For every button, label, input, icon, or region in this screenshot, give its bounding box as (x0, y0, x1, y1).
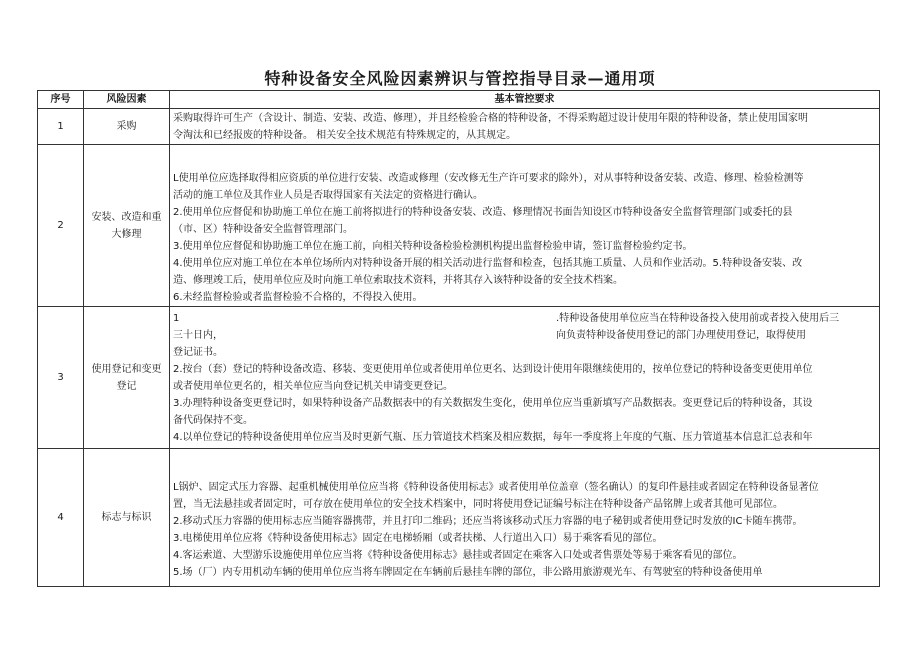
requirement-line: 4.以单位登记的特种设备使用单位应当及时更新气瓶、压力管道技术档案及相应数据，每年一季度将上年度的气瓶、压力管道基本信息汇总表和年 (173, 431, 813, 443)
header-requirements: 基本管控要求 (170, 91, 880, 109)
row-number: 4 (38, 449, 84, 587)
requirement-line: 备代码保持不变。 (173, 414, 253, 426)
page-title: 特种设备安全风险因素辨识与管控指导目录—通用项 (264, 69, 656, 88)
risk-factor: 安装、改造和重大修理 (84, 145, 170, 307)
requirements-cell (170, 307, 880, 449)
requirement-line: 5.场（厂）内专用机动车辆的使用单位应当将车牌固定在车辆前后悬挂车牌的部位，非公路用旅游观光车、有驾驶室的特种设备使用单 (173, 566, 763, 578)
requirement-line: 三十日内， (173, 329, 223, 341)
requirement-line: 登记证书。 (173, 346, 223, 358)
requirements-cell (170, 109, 880, 145)
risk-factor: 使用登记和变更登记 (84, 307, 170, 449)
requirement-line: L使用单位应选择取得相应资质的单位进行安装、改造或修理（安改修无生产许可要求的除外），对从事特种设备安装、改造、修理、检验检测等 (173, 172, 804, 184)
requirement-line: 4.使用单位应对施工单位在本单位场所内对特种设备开展的相关活动进行监督和检查，包括其施工质量、人员和作业活动。5.特种设备安装、改 (173, 257, 803, 269)
requirement-line: 置，当无法悬挂或者固定时，可存放在使用单位的安全技术档案中，同时将使用登记证编号标注在特种设备产品铭牌上或者其他可见部位。 (173, 498, 783, 510)
row-number: 1 (38, 109, 84, 145)
requirement-line: 或者使用单位更名的，相关单位应当向登记机关申请变更登记。 (173, 380, 453, 392)
requirement-line: 2.按台（套）登记的特种设备改造、移装、变更使用单位或者使用单位更名、达到设计使用年限继续使用的，按单位登记的特种设备变更使用单位 (173, 363, 813, 375)
requirement-line: 2.移动式压力容器的使用标志应当随容器携带，并且打印二维码；还应当将该移动式压力容器的电子秘钥或者使用登记时发放的IC卡随车携带。 (173, 515, 803, 527)
requirement-line: 3.电梯使用单位应将《特种设备使用标志》固定在电梯轿厢（或者扶梯、人行道出入口）易于乘客看见的部位。 (173, 532, 663, 544)
requirement-line: L锅炉、固定式压力容器、起重机械使用单位应当将《特种设备使用标志》或者使用单位盖章（签名确认）的复印件悬挂或者固定在特种设备显著位 (173, 481, 819, 493)
requirement-line: 3.使用单位应督促和协助施工单位在施工前，向相关特种设备检验检测机构提出监督检验申请，签订监督检验约定书。 (173, 240, 693, 252)
control-table (37, 90, 880, 587)
requirement-line: （市、区）特种设备安全监督管理部门。 (173, 223, 353, 235)
requirement-line: 4.客运索道、大型游乐设施使用单位应当将《特种设备使用标志》悬挂或者固定在乘客入口处或者售票处等易于乘客看见的部位。 (173, 549, 743, 561)
requirement-line: 3.办理特种设备变更登记时，如果特种设备产品数据表中的有关数据发生变化，使用单位应当重新填写产品数据表。变更登记后的特种设备，其设 (173, 397, 813, 409)
requirement-line: 6.未经监督检验或者监督检验不合格的，不得投入使用。 (173, 291, 423, 303)
table-row (38, 145, 880, 307)
requirements-cell (170, 145, 880, 307)
requirement-line: 令淘汰和已经报废的特种设备。 相关安全技术规范有特殊规定的，从其规定。 (173, 129, 517, 141)
requirement-split-block (173, 310, 876, 361)
requirements-cell (170, 449, 880, 587)
header-no: 序号 (38, 91, 84, 109)
requirement-line: 活动的施工单位及其作业人员是否取得国家有关法定的资格进行确认。 (173, 189, 483, 201)
requirement-line: 1 (173, 312, 180, 324)
risk-factor: 采购 (84, 109, 170, 145)
requirement-line: 采购取得许可生产（含设计、制造、安装、改造、修理），并且经检验合格的特种设备，不得采购超过设计使用年限的特种设备，禁止使用国家明 (173, 112, 808, 124)
table-row (38, 109, 880, 145)
table-row (38, 449, 880, 587)
requirement-line: 向负责特种设备使用登记的部门办理使用登记，取得使用 (556, 329, 806, 341)
row-number: 2 (38, 145, 84, 307)
requirement-line: 2.使用单位应督促和协助施工单位在施工前将拟进行的特种设备安装、改造、修理情况书面告知设区市特种设备安全监督管理部门或委托的县 (173, 206, 793, 218)
requirement-line: .特种设备使用单位应当在特种设备投入使用前或者投入使用后三 (556, 312, 840, 324)
row-number: 3 (38, 307, 84, 449)
risk-factor: 标志与标识 (84, 449, 170, 587)
table-header-row (38, 91, 880, 109)
table-row (38, 307, 880, 449)
header-risk: 风险因素 (84, 91, 170, 109)
requirement-line: 造、修理竣工后，使用单位应及时向施工单位索取技术资料，并将其存入该特种设备的安全技术档案。 (173, 274, 623, 286)
